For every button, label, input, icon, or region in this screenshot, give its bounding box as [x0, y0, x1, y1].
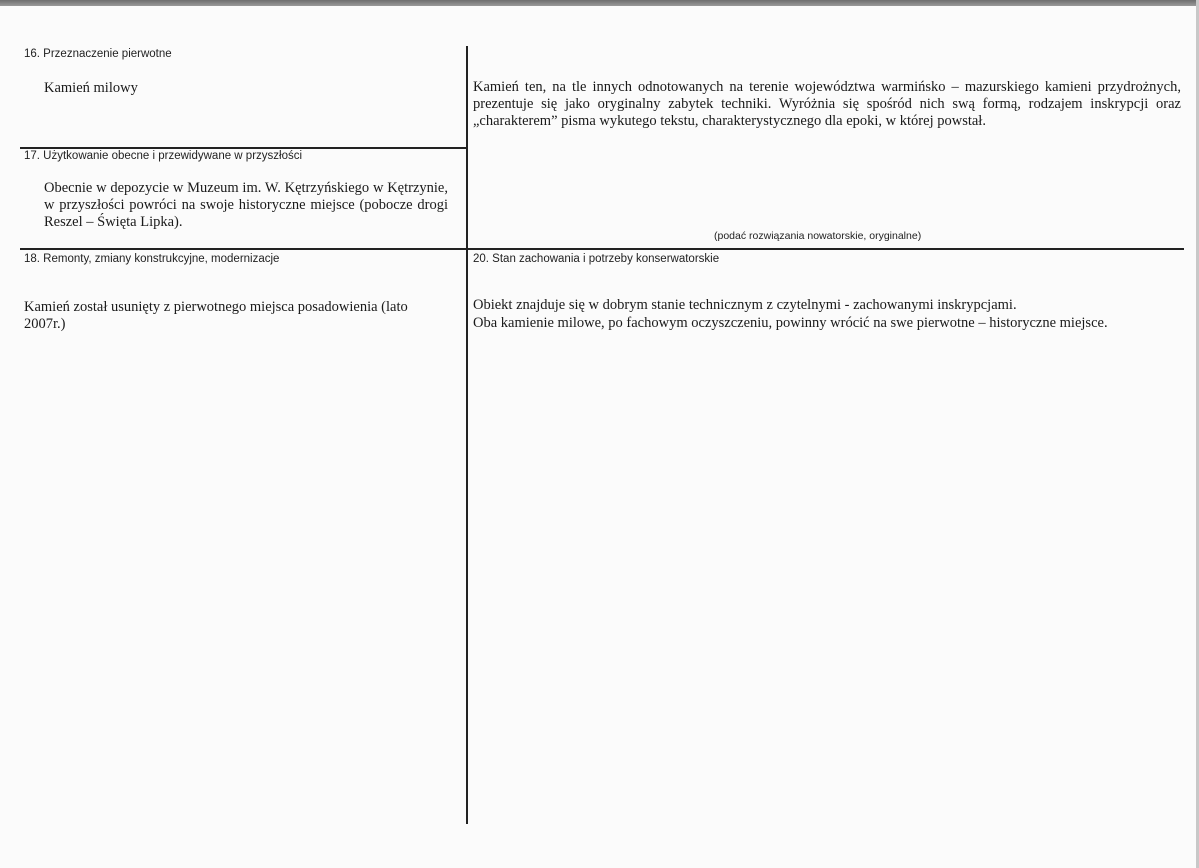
- section-18-label: 18. Remonty, zmiany konstrukcyjne, modernizacje: [24, 253, 280, 265]
- section-20-line-2: Oba kamienie milowe, po fachowym oczyszczeniu, powinny wrócić na swe pierwotne – historyczne miejsce.: [473, 315, 1108, 331]
- section-16-label: 16. Przeznaczenie pierwotne: [24, 48, 172, 60]
- divider-16-17: [20, 147, 466, 149]
- section-20-label: 20. Stan zachowania i potrzeby konserwatorskie: [473, 253, 720, 265]
- column-divider: [466, 46, 468, 824]
- section-17-label: 17. Użytkowanie obecne i przewidywane w przyszłości: [24, 150, 303, 162]
- section-19-note: (podać rozwiązania nowatorskie, oryginalne): [714, 230, 922, 242]
- section-17-text: Obecnie w depozycie w Muzeum im. W. Kętrzyńskiego w Kętrzynie, w przyszłości powróci na swoje historyczne miejsce (pobocze drogi Reszel – Święta Lipka).: [44, 180, 448, 230]
- section-18-text: Kamień został usunięty z pierwotnego miejsca posadowienia (lato 2007r.): [24, 299, 408, 332]
- section-20-line-1: Obiekt znajduje się w dobrym stanie technicznym z czytelnymi - zachowanymi inskrypcjami.: [473, 297, 1017, 313]
- section-19-text: Kamień ten, na tle innych odnotowanych na terenie województwa warmińsko – mazurskiego kamieni przydrożnych, prezentuje się jako oryginalny zabytek techniki. Wyróżnia się spośród nich swą formą, rodzajem inskrypcji oraz „charakterem” pisma wykutego tekstu, charakterystycznego dla epoki, w której powstał.: [473, 79, 1181, 129]
- divider-row-bottom: [20, 248, 1184, 250]
- scan-top-edge: [0, 0, 1199, 6]
- section-16-text: Kamień milowy: [44, 80, 138, 96]
